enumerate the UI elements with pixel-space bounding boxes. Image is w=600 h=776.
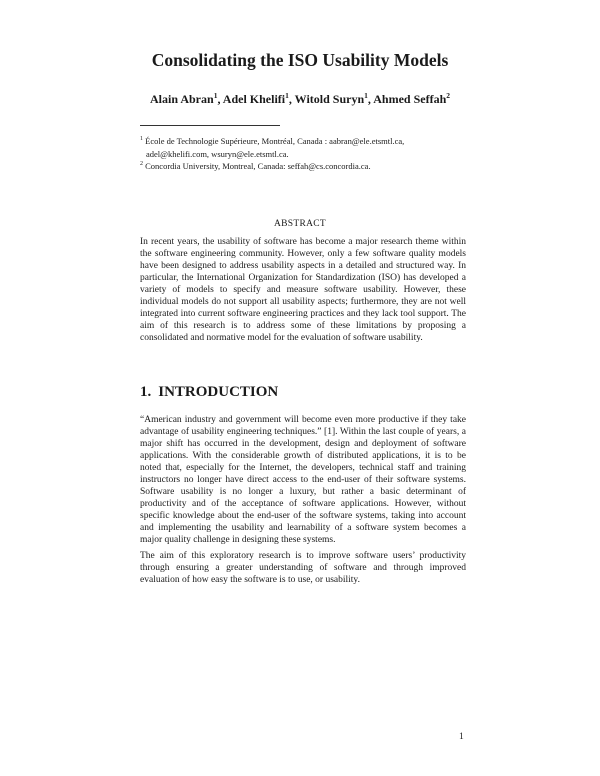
author-separator: ,: [217, 92, 223, 106]
paragraph: “American industry and government will become even more productive if they take advantage of usability engineering techniques.” [1]. Within the last couple of years, a major shift has occurred in the development, design and deployment of software applications. With the considerable growth of distributed applications, it is to be noted that, especially for the Internet, the developers, technical staff and training instructors no longer have direct access to the end-user of their software systems. Software usability is no longer a luxury, but rather a basic determinant of productivity and of the acceptance of software applications. However, without specific knowledge about the end-user of the software systems, taking into account and implementing the usability and learnability of a software system becomes a major quality challenge in designing these systems.: [140, 415, 466, 545]
footnote-2: [140, 160, 470, 173]
section-heading-introduction: [140, 384, 278, 401]
affiliation-mark: 1: [213, 91, 218, 100]
paper-title: Consolidating the ISO Usability Models: [151, 50, 449, 70]
footnote-divider: [140, 125, 280, 126]
author-list: [0, 91, 600, 107]
footnotes: [140, 135, 470, 173]
page-number: 1: [459, 732, 464, 742]
abstract-text: In recent years, the usability of software has become a major research theme within the software engineering community. However, only a few software quality models have been designed to address usability aspects in a detailed and structured way. In particular, the International Organization for Standardization (ISO) has developed a variety of models to specify and measure software usability. However, these individual models do not support all usability aspects; furthermore, they are not well integrated into current software engineering practices and they lack tool support. The aim of this research is to address some of these limitations by proposing a consolidated and normative model for the evaluation of software usability.: [140, 237, 466, 343]
author-separator: ,: [288, 92, 295, 106]
affiliation-mark: 1: [364, 91, 368, 100]
footnote-text: École de Technologie Supérieure, Montréal, Canada : aabran@ele.etsmtl.ca,: [145, 136, 405, 146]
section-number: 1.: [140, 384, 152, 400]
author: Ahmed Seffah: [373, 92, 447, 106]
author: Witold Suryn: [294, 92, 365, 106]
footnote-1-continuation: adel@khelifi.com, wsuryn@ele.etsmtl.ca.: [146, 148, 289, 159]
section-title: INTRODUCTION: [158, 384, 279, 400]
affiliation-mark: 1: [285, 91, 289, 100]
author: Alain Abran: [150, 92, 214, 106]
footnote-mark: 1: [140, 136, 143, 143]
paragraph: The aim of this exploratory research is to improve software users’ productivity through ensuring a greater understanding of software and through improved evaluation of how easy the software is to use, or usability.: [140, 551, 466, 585]
affiliation-mark: 2: [446, 91, 450, 100]
introduction-body: [140, 414, 466, 590]
footnote-text: Concordia University, Montreal, Canada: seffah@cs.concordia.ca.: [145, 161, 371, 171]
footnote-1: [140, 135, 470, 148]
abstract-heading: ABSTRACT: [273, 219, 327, 229]
author: Adel Khelifi: [222, 92, 286, 106]
author-separator: ,: [367, 92, 374, 106]
footnote-mark: 2: [140, 161, 143, 168]
